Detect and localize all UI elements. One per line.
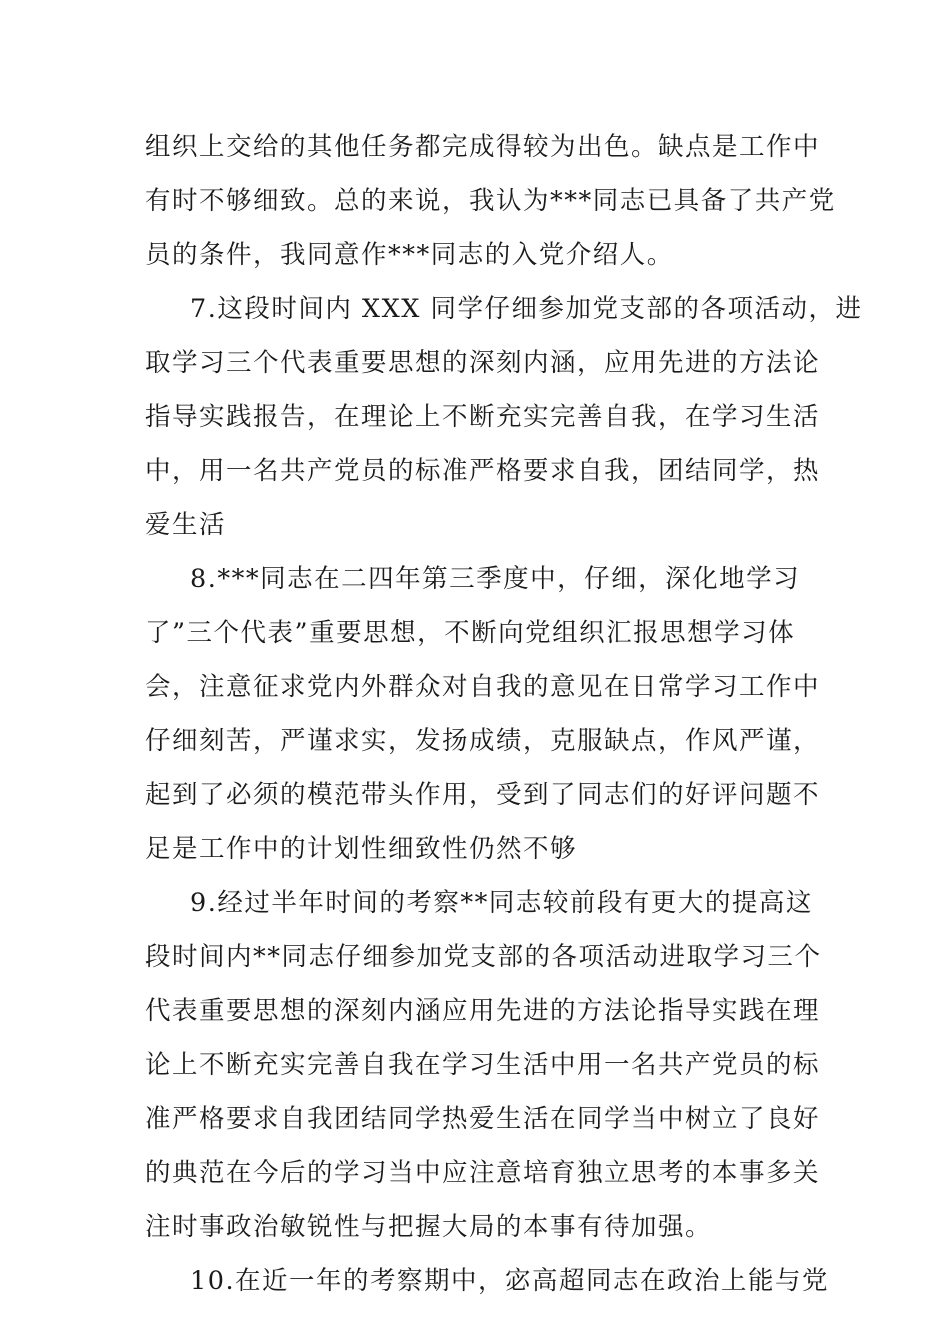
text-line-18: 论上不断充实完善自我在学习生活中用一名共产党员的标 bbox=[145, 1050, 821, 1080]
text-line-9: 8.***同志在二四年第三季度中，仔细，深化地学习 bbox=[190, 564, 801, 594]
text-line-20: 的典范在今后的学习当中应注意培育独立思考的本事多关 bbox=[145, 1158, 821, 1188]
text-line-19: 准严格要求自我团结同学热爱生活在同学当中树立了良好 bbox=[145, 1104, 821, 1134]
text-line-14: 足是工作中的计划性细致性仍然不够 bbox=[145, 834, 578, 864]
text-line-11: 会，注意征求党内外群众对自我的意见在日常学习工作中 bbox=[145, 672, 821, 702]
text-line-10: 了”三个代表”重要思想，不断向党组织汇报思想学习体 bbox=[145, 618, 796, 648]
text-line-3: 员的条件，我同意作***同志的入党介绍人。 bbox=[145, 240, 674, 270]
text-line-17: 代表重要思想的深刻内涵应用先进的方法论指导实践在理 bbox=[145, 996, 821, 1026]
text-line-15: 9.经过半年时间的考察**同志较前段有更大的提高这 bbox=[190, 888, 813, 918]
text-line-2: 有时不够细致。总的来说，我认为***同志已具备了共产党 bbox=[145, 186, 836, 216]
text-line-8: 爱生活 bbox=[145, 510, 227, 540]
text-line-1: 组织上交给的其他任务都完成得较为出色。缺点是工作中 bbox=[145, 132, 821, 162]
document-page bbox=[145, 120, 863, 1308]
text-line-21: 注时事政治敏锐性与把握大局的本事有待加强。 bbox=[145, 1212, 713, 1242]
text-line-7: 中，用一名共产党员的标准严格要求自我，团结同学，热 bbox=[145, 456, 821, 486]
text-line-16: 段时间内**同志仔细参加党支部的各项活动进取学习三个 bbox=[145, 942, 822, 972]
text-line-4: 7.这段时间内 XXX 同学仔细参加党支部的各项活动，进 bbox=[190, 294, 863, 324]
text-line-6: 指导实践报告，在理论上不断充实完善自我，在学习生活 bbox=[145, 402, 821, 432]
text-line-13: 起到了必须的模范带头作用，受到了同志们的好评问题不 bbox=[145, 780, 821, 810]
text-line-5: 取学习三个代表重要思想的深刻内涵，应用先进的方法论 bbox=[145, 348, 821, 378]
text-line-22: 10.在近一年的考察期中，宓高超同志在政治上能与党 bbox=[190, 1266, 830, 1296]
text-line-12: 仔细刻苦，严谨求实，发扬成绩，克服缺点，作风严谨， bbox=[145, 726, 821, 756]
